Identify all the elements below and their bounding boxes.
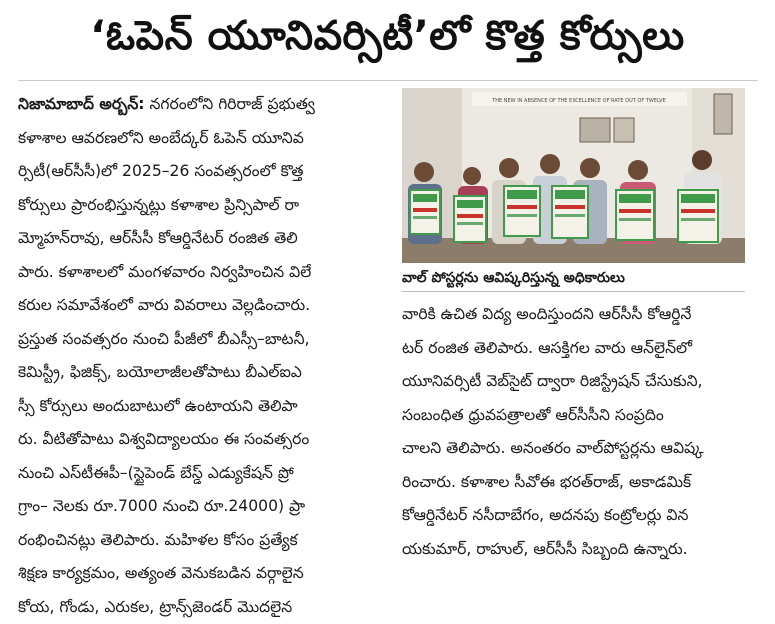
body-line: ర్సిటీ(ఆర్‌సీసీ)లో 2025–26 సంవత్సరంలో కొత్త [18,155,386,189]
dateline: నిజామాబాద్ అర్బన్: [18,95,145,113]
article-first-line [18,88,386,122]
photo-caption: వాల్ పోస్టర్లను ఆవిష్కరిస్తున్న అధికారులు [402,266,745,290]
body-line: సంబంధిత ధ్రువపత్రాలతో ఆర్‌సీసీని సంప్రదిం [402,399,745,433]
body-line: రు. వీటితోపాటు విశ్వవిద్యాలయం ఈ సంవత్సరం [18,423,386,457]
caption-divider [402,291,745,292]
body-line: పారు. కళాశాలలో మంగళవారం నిర్వహించిన విలే [18,256,386,290]
body-line: స్సీ కోర్సులు అందుబాటులో ఉంటాయని తెలిపా [18,390,386,424]
first-line-text: నగరంలోని గిరిరాజ్ ప్రభుత్వ [145,95,315,113]
body-line: రంభించినట్లు తెలిపారు. మహిళల కోసం ప్రత్యేక [18,524,386,558]
headline-divider [18,80,758,81]
headline: ‘ఓపెన్ యూనివర్సిటీ’లో కొత్త కోర్సులు [0,6,775,66]
photo-banner-text: THE NEW IN ABSENCE OF THE EXCELLENCE OF RATE OUT OF TWELVE [491,98,666,104]
article-right-column [402,298,745,566]
body-line: కోర్సులు ప్రారంభిస్తున్నట్లు కళాశాల ప్రిన్సిపాల్ రా [18,189,386,223]
body-line: మ్మోహన్‌రావు, ఆర్‌సీసీ కోఆర్డినేటర్ రంజిత తెలి [18,222,386,256]
body-line: శిక్షణ కార్యక్రమం, అత్యంత వెనుకబడిన వర్గాలైన [18,557,386,591]
body-line: గ్రాం– నెలకు రూ.7000 నుంచి రూ.24000) ప్రా [18,490,386,524]
body-line: రించారు. కళాశాల సీవోఈ భరత్‌రాజ్, అకాడమిక్ [402,466,745,500]
body-line: వారికి ఉచిత విద్య అందిస్తుందని ఆర్‌సీసీ కోఆర్డినే [402,298,745,332]
body-line: కోఆర్డినేటర్ నసీదాబేగం, అదనపు కంట్రోలర్లు విన [402,499,745,533]
article-left-column [18,88,386,624]
body-line: కోయ, గోండు, ఎరుకల, ట్రాన్స్‌జెండర్ మొదలైన [18,591,386,624]
news-photo [402,88,745,263]
body-line: కెమిస్ట్రీ, ఫిజిక్స్, బయోలాజీలతోపాటు బీఎల్ఐఎ [18,356,386,390]
body-line: యకుమార్, రాహుల్, ఆర్‌సీసీ సిబ్బంది ఉన్నారు. [402,533,745,567]
body-line: టర్ రంజిత తెలిపారు. ఆసక్తిగల వారు ఆన్‌లైన్‌లో [402,332,745,366]
body-line: కరుల సమావేశంలో వారు వివరాలు వెల్లడించారు. [18,289,386,323]
body-line: ప్రస్తుత సంవత్సరం నుంచి పీజీలో బీఎస్సీ–బాటనీ, [18,323,386,357]
body-line: చాలని తెలిపారు. అనంతరం వాల్‌పోస్టర్లను ఆవిష్క [402,432,745,466]
body-line: కళాశాల ఆవరణలోని అంబేద్కర్ ఓపెన్ యూనివ [18,122,386,156]
body-line: నుంచి ఎస్‌టీఈపీ–(స్టైపెండ్ బేస్డ్ ఎడ్యుకేషన్ ప్రో [18,457,386,491]
body-line: యూనివర్సిటీ వెబ్‌సైట్ ద్వారా రిజిస్ట్రేషన్ చేసుకుని, [402,365,745,399]
